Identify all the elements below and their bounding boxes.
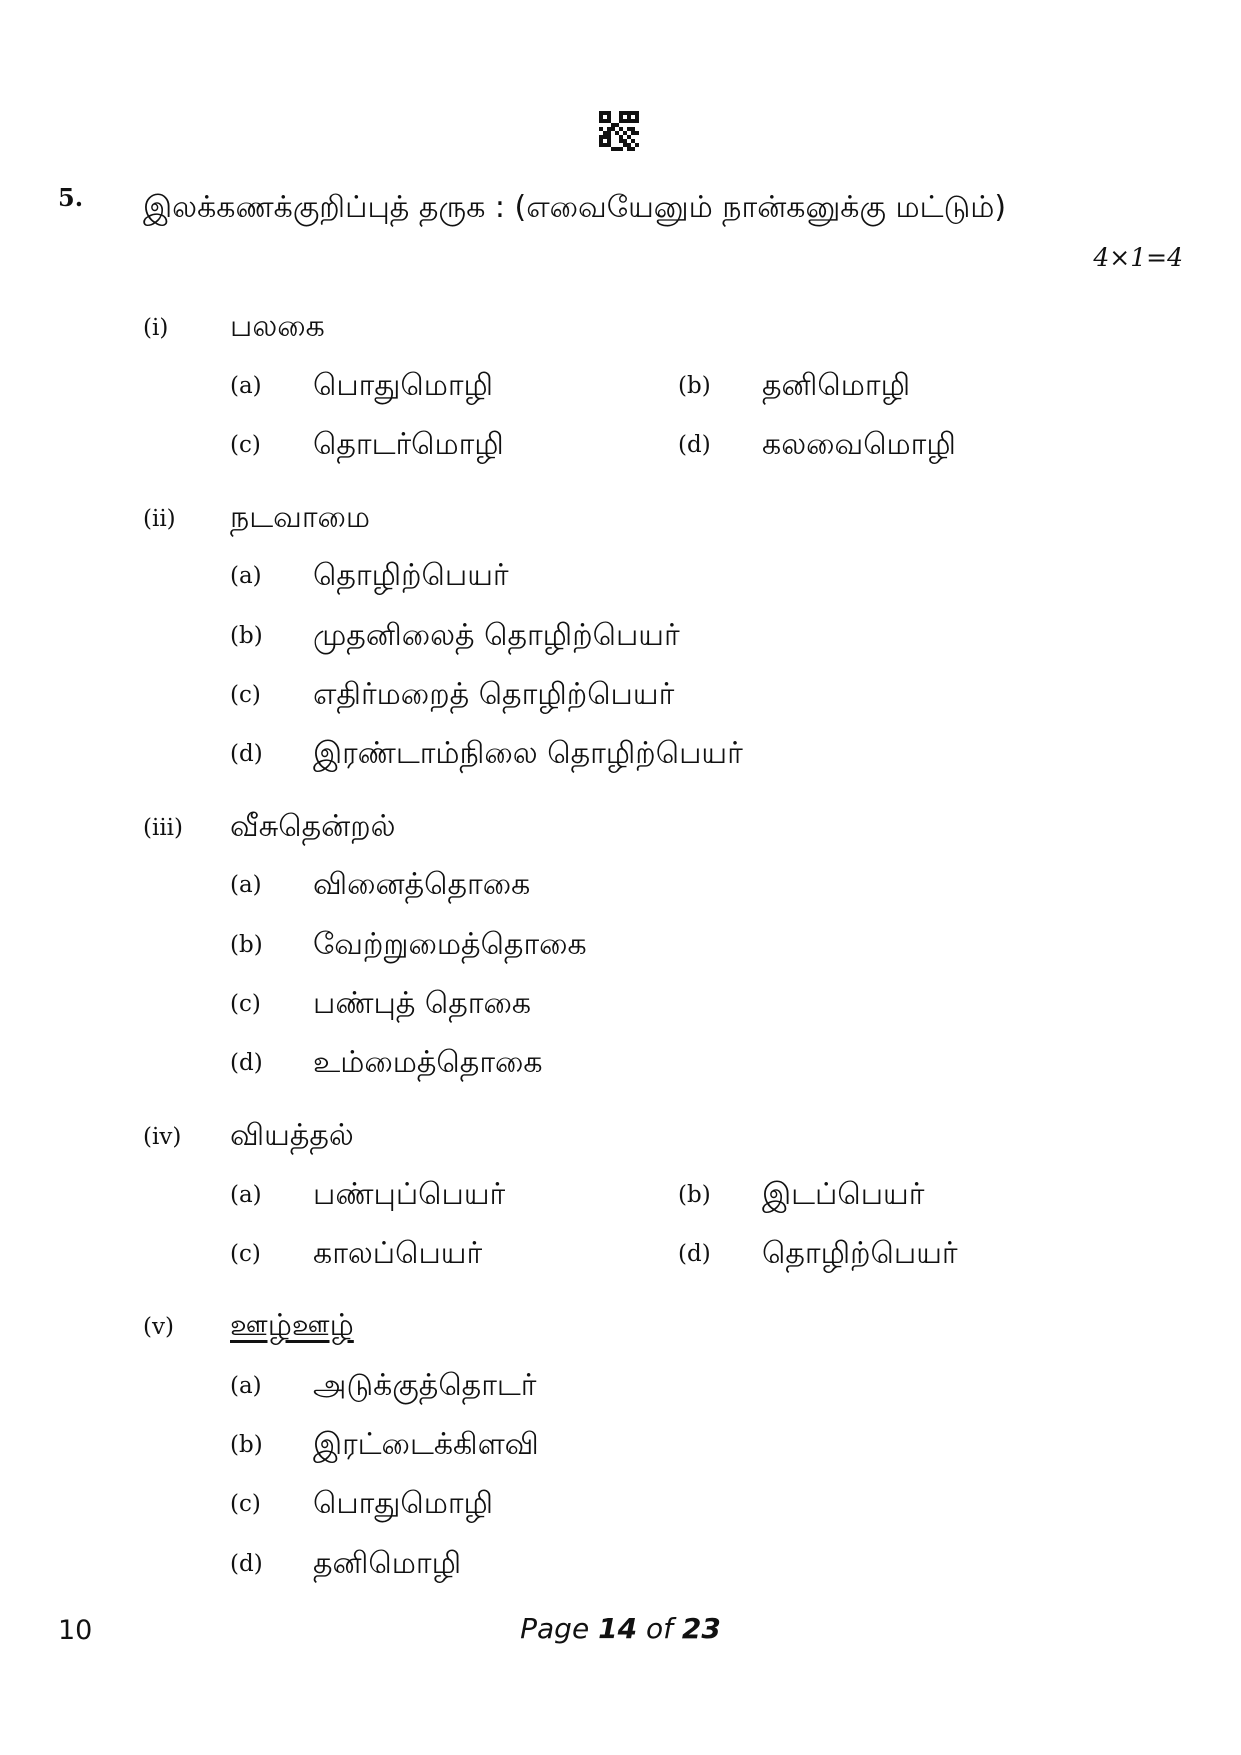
subquestion-label: (iii) <box>143 815 184 841</box>
subquestion-term: வியத்தல் <box>230 1118 354 1153</box>
option-text: வினைத்தொகை <box>313 867 531 902</box>
paper-code: 10 <box>58 1615 93 1646</box>
page-of: of <box>645 1612 673 1645</box>
option-letter: (b) <box>230 1432 263 1458</box>
question-stem: இலக்கணக்குறிப்புத் தருக : (எவையேனும் நான்கனுக்கு மட்டும்) <box>143 190 1007 225</box>
option-letter: (a) <box>230 872 262 898</box>
option-text: முதனிலைத் தொழிற்பெயர் <box>313 618 680 653</box>
option-text: பண்புப்பெயர் <box>313 1177 506 1212</box>
subquestion-label: (i) <box>143 315 169 341</box>
subquestion-label: (iv) <box>143 1124 182 1150</box>
page-indicator <box>0 1612 1241 1645</box>
option-letter: (d) <box>230 1050 263 1076</box>
option-letter: (d) <box>230 1551 263 1577</box>
qr-code <box>599 111 639 151</box>
option-letter: (b) <box>230 932 263 958</box>
option-text: கலவைமொழி <box>762 427 956 462</box>
option-letter: (c) <box>230 991 261 1017</box>
subquestion-label: (ii) <box>143 506 176 532</box>
subquestion-label: (v) <box>143 1314 174 1340</box>
option-text: இரட்டைக்கிளவி <box>313 1427 539 1462</box>
option-letter: (a) <box>230 1373 262 1399</box>
subquestion-term: நடவாமை <box>230 500 371 535</box>
option-text: உம்மைத்தொகை <box>313 1045 543 1080</box>
option-letter: (c) <box>230 1241 261 1267</box>
option-letter: (a) <box>230 563 262 589</box>
option-letter: (a) <box>230 1182 262 1208</box>
option-text: தனிமொழி <box>762 368 911 403</box>
option-text: காலப்பெயர் <box>313 1236 483 1271</box>
question-number: 5. <box>58 183 84 212</box>
question-marks: 4×1=4 <box>1093 243 1183 272</box>
option-letter: (c) <box>230 432 261 458</box>
option-letter: (d) <box>230 741 263 767</box>
option-text: தொடர்மொழி <box>313 427 504 462</box>
option-letter: (c) <box>230 1491 261 1517</box>
page-word: Page <box>520 1612 590 1645</box>
page-total: 23 <box>681 1612 721 1645</box>
option-text: தனிமொழி <box>313 1546 462 1581</box>
subquestion-term: பலகை <box>230 309 325 344</box>
page-current: 14 <box>598 1612 638 1645</box>
subquestion-term: ஊழ்ஊழ் <box>230 1308 354 1343</box>
option-text: தொழிற்பெயர் <box>762 1236 958 1271</box>
subquestion-term: வீசுதென்றல் <box>230 809 396 844</box>
option-text: இரண்டாம்நிலை தொழிற்பெயர் <box>313 736 743 771</box>
option-text: பொதுமொழி <box>313 1486 494 1521</box>
option-text: வேற்றுமைத்தொகை <box>313 927 587 962</box>
option-letter: (b) <box>678 1182 711 1208</box>
option-letter: (b) <box>678 373 711 399</box>
option-text: அடுக்குத்தொடர் <box>313 1368 537 1403</box>
option-letter: (d) <box>678 1241 711 1267</box>
option-text: தொழிற்பெயர் <box>313 558 509 593</box>
option-text: இடப்பெயர் <box>762 1177 925 1212</box>
option-text: பொதுமொழி <box>313 368 494 403</box>
option-letter: (d) <box>678 432 711 458</box>
option-text: பண்புத் தொகை <box>313 986 532 1021</box>
option-text: எதிர்மறைத் தொழிற்பெயர் <box>313 677 675 712</box>
option-letter: (a) <box>230 373 262 399</box>
option-letter: (c) <box>230 682 261 708</box>
option-letter: (b) <box>230 623 263 649</box>
